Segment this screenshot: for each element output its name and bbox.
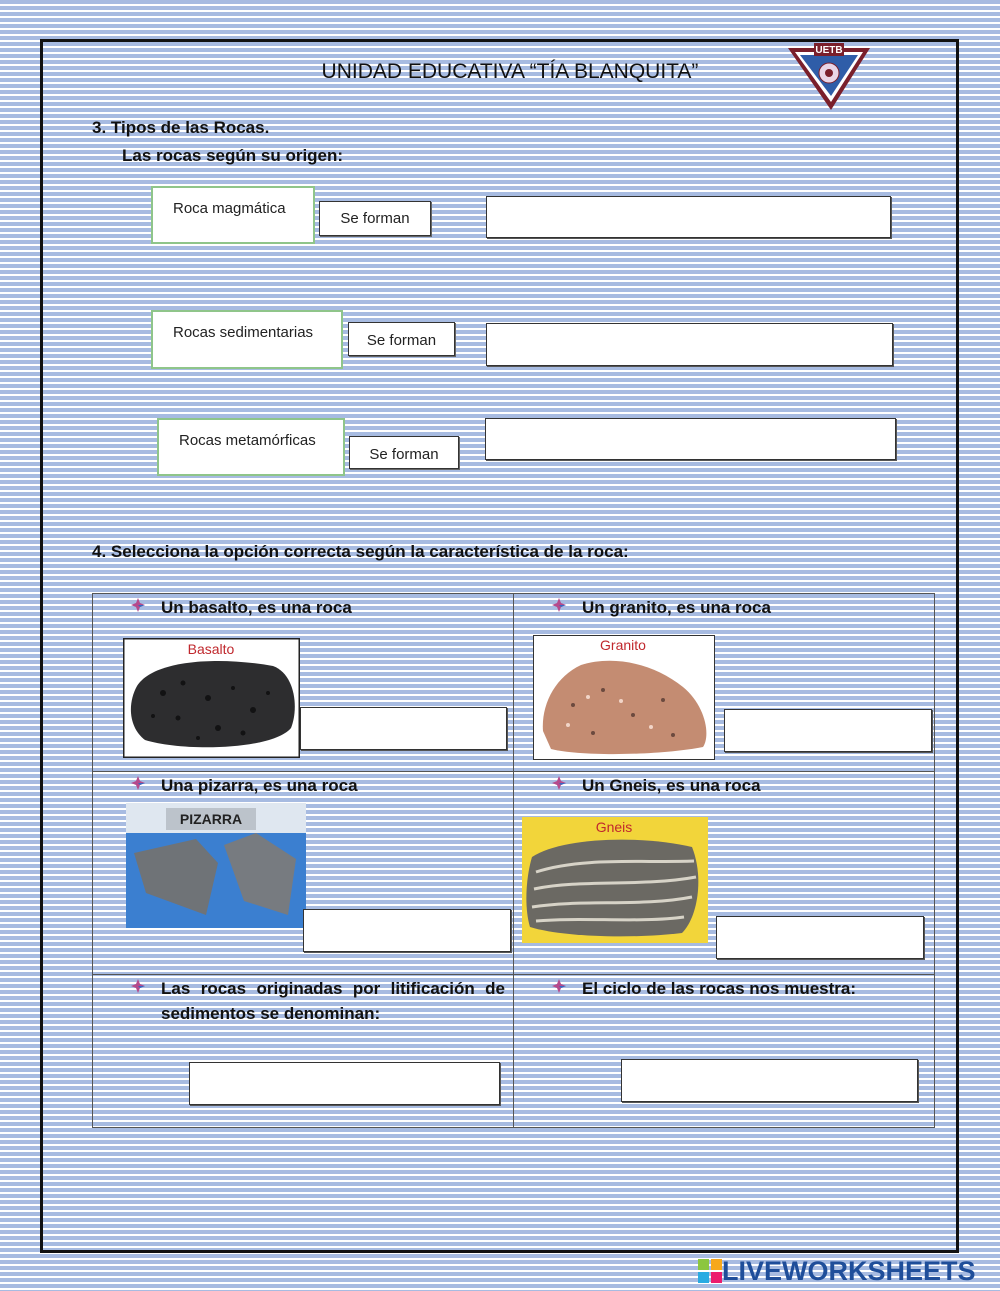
rock-label-metamorficas: Rocas metamórficas bbox=[157, 418, 345, 476]
gneis-photo bbox=[522, 817, 708, 943]
liveworksheets-logo-icon bbox=[698, 1259, 722, 1283]
bullet-arrow-icon bbox=[131, 598, 145, 612]
question-text: Un basalto, es una roca bbox=[161, 598, 352, 617]
question-text: Un Gneis, es una roca bbox=[582, 776, 761, 795]
bullet-arrow-icon bbox=[552, 776, 566, 790]
answer-field-sedimentos[interactable] bbox=[189, 1062, 500, 1105]
logo-text: UETB bbox=[815, 45, 843, 56]
bullet-arrow-icon bbox=[552, 598, 566, 612]
answer-field-gneis[interactable] bbox=[716, 916, 924, 959]
question-cell-basalto bbox=[93, 594, 514, 772]
answer-field-granito[interactable] bbox=[724, 709, 932, 752]
rock-label-magmatica: Roca magmática bbox=[151, 186, 315, 244]
question-cell-pizarra bbox=[93, 772, 514, 975]
photo-label: Gneis bbox=[595, 819, 633, 835]
question-cell-granito bbox=[514, 594, 935, 772]
bullet-arrow-icon bbox=[131, 979, 145, 993]
question-text: Una pizarra, es una roca bbox=[161, 776, 358, 795]
answer-field-pizarra[interactable] bbox=[303, 909, 511, 952]
page-title: UNIDAD EDUCATIVA “TÍA BLANQUITA” bbox=[321, 60, 699, 83]
question-grid bbox=[92, 593, 935, 1128]
answer-field-basalto[interactable] bbox=[300, 707, 507, 750]
answer-field-magmatica[interactable] bbox=[486, 196, 891, 238]
se-forman-label: Se forman bbox=[349, 436, 459, 469]
photo-label: PIZARRA bbox=[179, 811, 243, 827]
school-logo bbox=[784, 42, 874, 114]
question-cell-ciclo bbox=[514, 975, 935, 1128]
liveworksheets-brand[interactable] bbox=[698, 1254, 976, 1288]
se-forman-label: Se forman bbox=[348, 322, 455, 356]
brand-text: LIVEWORKSHEETS bbox=[722, 1255, 976, 1286]
bullet-arrow-icon bbox=[552, 979, 566, 993]
question-text: El ciclo de las rocas nos muestra: bbox=[582, 979, 857, 998]
se-forman-label: Se forman bbox=[319, 201, 431, 236]
section3-subheading: Las rocas según su origen: bbox=[122, 146, 344, 165]
photo-label: Granito bbox=[600, 637, 646, 653]
section4-heading: 4. Selecciona la opción correcta según la característica de la roca: bbox=[92, 542, 629, 561]
section3-heading: 3. Tipos de las Rocas. bbox=[92, 118, 270, 137]
answer-field-metamorficas[interactable] bbox=[485, 418, 896, 460]
question-cell-gneis bbox=[514, 772, 935, 975]
answer-field-ciclo[interactable] bbox=[621, 1059, 918, 1102]
basalto-photo bbox=[123, 638, 300, 758]
photo-label: Basalto bbox=[187, 641, 235, 657]
granito-photo bbox=[533, 635, 715, 760]
bullet-arrow-icon bbox=[131, 776, 145, 790]
question-text: Un granito, es una roca bbox=[582, 598, 771, 617]
rock-label-sedimentarias: Rocas sedimentarias bbox=[151, 310, 343, 369]
pizarra-photo bbox=[126, 803, 306, 928]
question-text: Las rocas originadas por litificación de sedimentos se denominan: bbox=[161, 979, 505, 1023]
answer-field-sedimentarias[interactable] bbox=[486, 323, 893, 366]
question-cell-sedimentos bbox=[93, 975, 514, 1128]
